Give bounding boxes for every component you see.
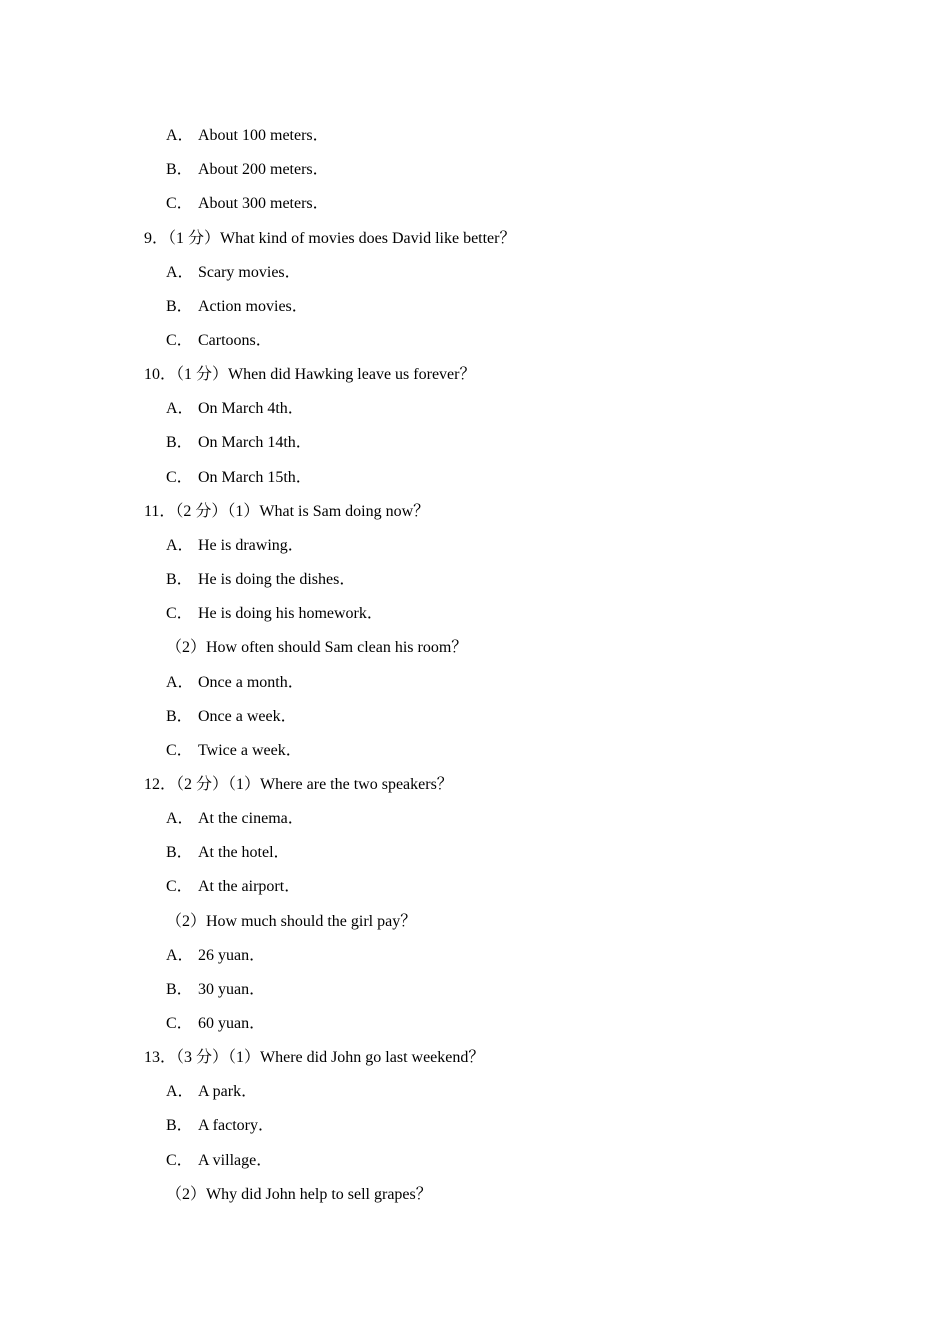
option-letter: A． xyxy=(166,537,194,554)
option-text: He is doing the dishes． xyxy=(198,571,356,588)
option-text: He is drawing． xyxy=(198,537,304,554)
option-text: On March 15th． xyxy=(198,469,312,486)
option-letter: B． xyxy=(166,434,193,451)
option-13-1-c xyxy=(166,1151,272,1171)
option-letter: C． xyxy=(166,332,193,349)
option-9-c xyxy=(166,331,272,351)
option-text: Twice a week． xyxy=(198,742,302,759)
option-text: About 200 meters． xyxy=(198,161,329,178)
option-11-2-a xyxy=(166,673,304,693)
option-letter: A． xyxy=(166,1083,194,1100)
option-text: Once a month． xyxy=(198,674,304,691)
option-9-a xyxy=(166,263,301,283)
option-letter: A． xyxy=(166,810,194,827)
option-text: Cartoons． xyxy=(198,332,272,349)
option-letter: C． xyxy=(166,742,193,759)
option-text: At the hotel． xyxy=(198,844,290,861)
option-letter: A． xyxy=(166,947,194,964)
option-12-2-c xyxy=(166,1014,265,1034)
option-letter: A． xyxy=(166,400,194,417)
option-8-b xyxy=(166,160,329,180)
option-text: About 300 meters． xyxy=(198,195,329,212)
option-text: A factory． xyxy=(198,1117,274,1134)
option-text: A village． xyxy=(198,1152,273,1169)
option-letter: C． xyxy=(166,195,193,212)
option-text: At the cinema． xyxy=(198,810,304,827)
option-10-b xyxy=(166,433,312,453)
option-text: On March 4th． xyxy=(198,400,304,417)
option-8-a xyxy=(166,126,329,146)
option-letter: A． xyxy=(166,127,194,144)
option-text: Action movies． xyxy=(198,298,308,315)
question-12: 12．（2 分）（1）Where are the two speakers？ xyxy=(144,776,453,793)
option-11-2-c xyxy=(166,741,302,761)
option-13-1-a xyxy=(166,1082,257,1102)
option-letter: C． xyxy=(166,1015,193,1032)
option-12-2-b xyxy=(166,980,265,1000)
option-11-1-c xyxy=(166,604,383,624)
option-letter: B． xyxy=(166,844,193,861)
option-10-c xyxy=(166,468,312,488)
option-letter: C． xyxy=(166,605,193,622)
option-11-1-b xyxy=(166,570,355,590)
option-9-b xyxy=(166,297,308,317)
option-letter: B． xyxy=(166,161,193,178)
option-11-2-b xyxy=(166,707,297,727)
option-text: On March 14th． xyxy=(198,434,312,451)
sub-question-13-2: （2）Why did John help to sell grapes？ xyxy=(166,1186,432,1203)
option-letter: B． xyxy=(166,571,193,588)
option-10-a xyxy=(166,399,304,419)
option-letter: A． xyxy=(166,674,194,691)
option-letter: C． xyxy=(166,469,193,486)
option-11-1-a xyxy=(166,536,304,556)
option-letter: B． xyxy=(166,981,193,998)
option-letter: A． xyxy=(166,264,194,281)
option-letter: C． xyxy=(166,1152,193,1169)
sub-question-11-2: （2）How often should Sam clean his room？ xyxy=(166,639,468,656)
option-text: 30 yuan． xyxy=(198,981,266,998)
option-12-2-a xyxy=(166,946,265,966)
sub-question-12-2: （2）How much should the girl pay？ xyxy=(166,913,417,930)
option-12-1-c xyxy=(166,877,300,897)
option-letter: B． xyxy=(166,298,193,315)
option-text: 60 yuan． xyxy=(198,1015,266,1032)
option-text: At the airport． xyxy=(198,878,301,895)
option-letter: C． xyxy=(166,878,193,895)
option-text: A park． xyxy=(198,1083,258,1100)
option-8-c xyxy=(166,194,329,214)
option-letter: B． xyxy=(166,1117,193,1134)
option-letter: B． xyxy=(166,708,193,725)
option-text: He is doing his homework． xyxy=(198,605,383,622)
option-text: About 100 meters． xyxy=(198,127,329,144)
question-13: 13．（3 分）（1）Where did John go last weekend？ xyxy=(144,1049,485,1066)
question-9: 9．（1 分）What kind of movies does David like better？ xyxy=(144,230,516,247)
option-12-1-b xyxy=(166,843,290,863)
question-11: 11．（2 分）（1）What is Sam doing now？ xyxy=(144,503,430,520)
option-text: Once a week． xyxy=(198,708,297,725)
option-text: 26 yuan． xyxy=(198,947,266,964)
option-13-1-b xyxy=(166,1116,274,1136)
option-12-1-a xyxy=(166,809,304,829)
option-text: Scary movies． xyxy=(198,264,301,281)
question-10: 10．（1 分）When did Hawking leave us forever？ xyxy=(144,366,476,383)
